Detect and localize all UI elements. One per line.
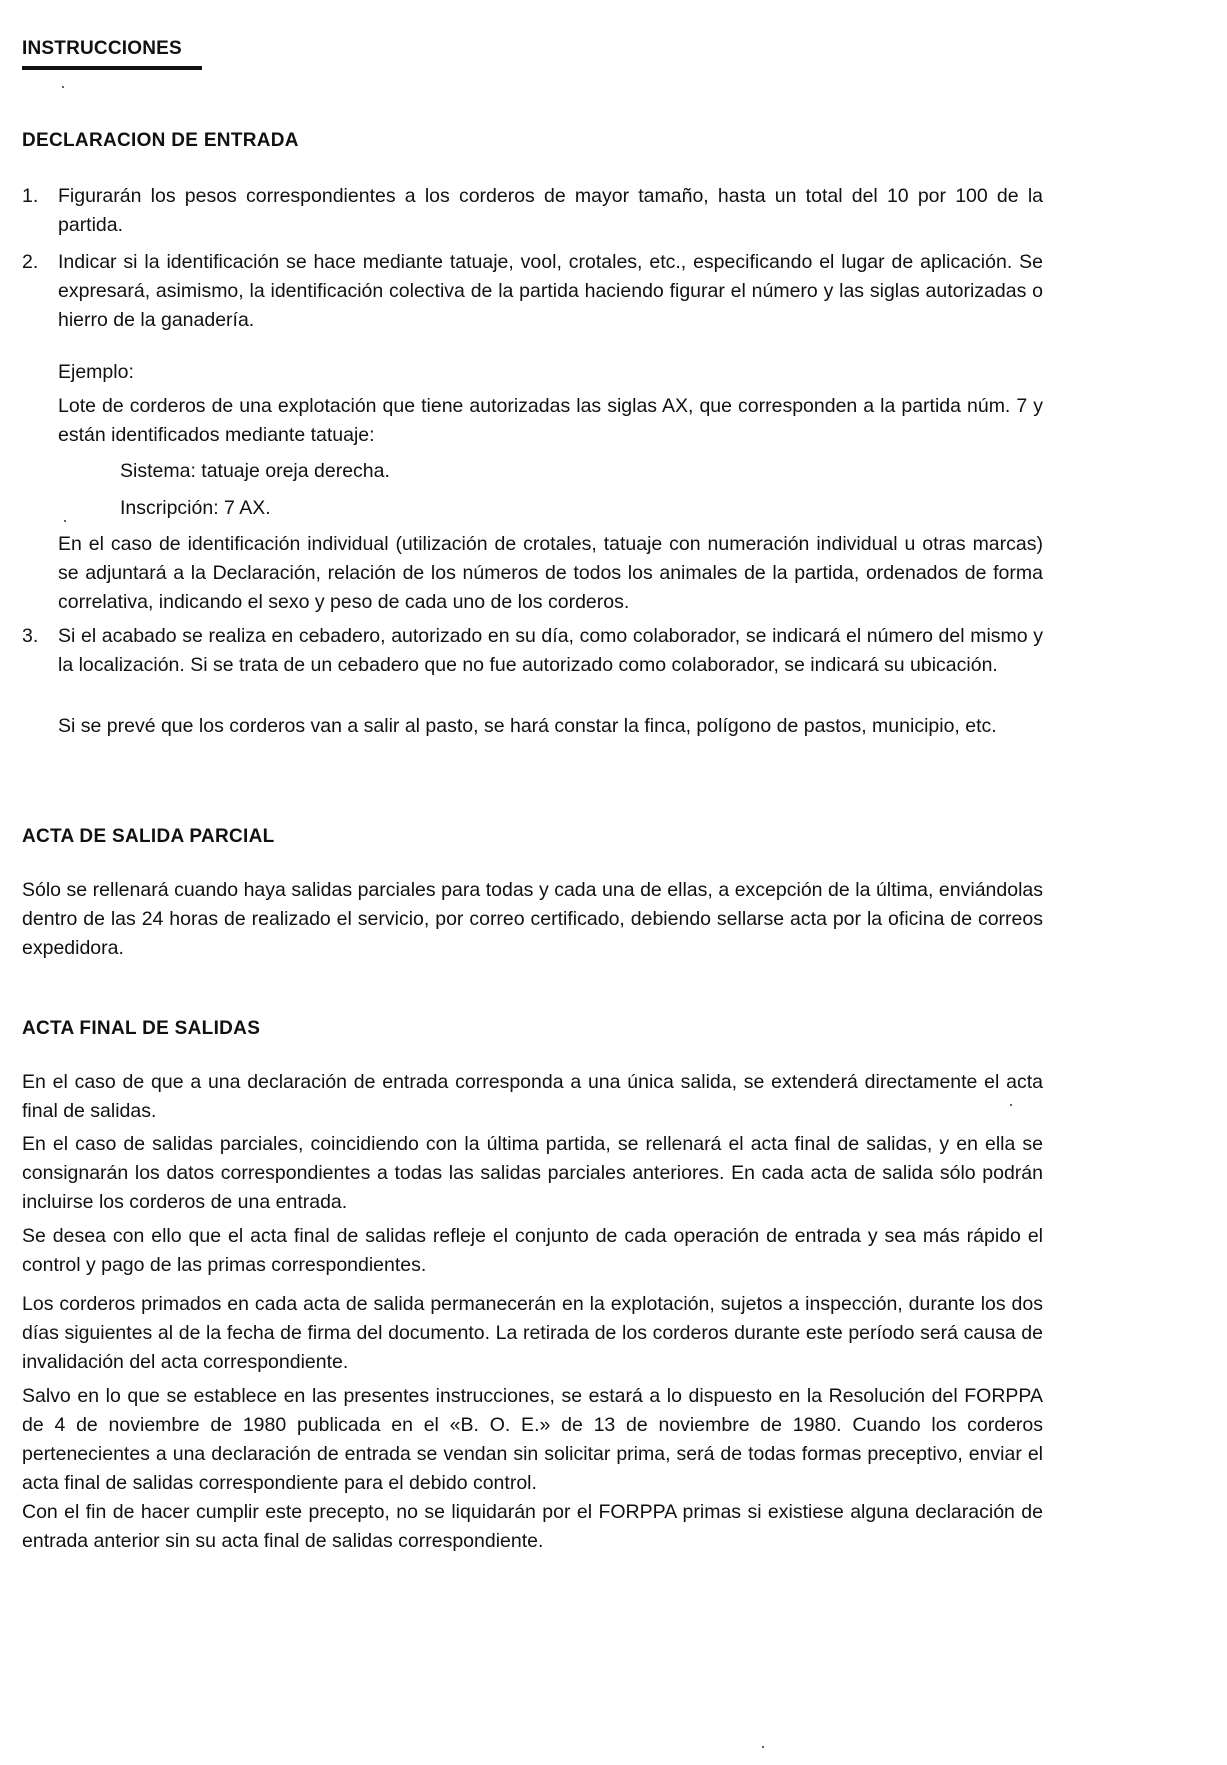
item-2-text: Indicar si la identificación se hace mediante tatuaje, vool, crotales, etc., especificando el lugar de aplicación. Se expresará, asimismo, la identificación colectiva de la partida haciendo figurar el número y las siglas autorizadas o hierro de la ganadería. [58,251,1043,331]
item-2-number: 2. [22,251,39,273]
item-1-number: 1. [22,185,39,207]
title-underline [22,66,202,70]
example-label: Ejemplo: [58,361,134,383]
acta-final-paragraph-2: En el caso de salidas parciales, coincidiendo con la última partida, se rellenará el acta final de salidas, y en ella se consignarán los datos correspondientes a todas las salidas parciales anteriores. En cada acta de salida sólo podrán incluirse los corderos de una entrada. [22,1133,1043,1213]
heading-acta-salida-parcial: ACTA DE SALIDA PARCIAL [22,826,275,847]
example-text: Lote de corderos de una explotación que tiene autorizadas las siglas AX, que corresponden a la partida núm. 7 y están identificados mediante tatuaje: [58,395,1043,446]
scan-speck [1010,1104,1012,1106]
example-sistema: Sistema: tatuaje oreja derecha. [120,460,390,482]
heading-acta-final-salidas: ACTA FINAL DE SALIDAS [22,1018,261,1039]
item-3-number: 3. [22,625,39,647]
acta-parcial-text: Sólo se rellenará cuando haya salidas parciales para todas y cada una de ellas, a excepción de la última, enviándolas dentro de las 24 horas de realizado el servicio, por correo certificado, debiendo sellarse acta por la oficina de correos expedidora. [22,879,1043,959]
acta-final-paragraph-6: Con el fin de hacer cumplir este precepto, no se liquidarán por el FORPPA primas si existiese alguna declaración de entrada anterior sin su acta final de salidas correspondiente. [22,1501,1043,1552]
page-title: INSTRUCCIONES [22,38,182,59]
pasto-text: Si se prevé que los corderos van a salir al pasto, se hará constar la finca, polígono de pastos, municipio, etc. [58,715,997,737]
acta-final-paragraph-1: En el caso de que a una declaración de entrada corresponda a una única salida, se extenderá directamente el acta final de salidas. [22,1071,1043,1122]
scan-speck [64,520,66,522]
item-3-text: Si el acabado se realiza en cebadero, autorizado en su día, como colaborador, se indicará el número del mismo y la localización. Si se trata de un cebadero que no fue autorizado como colaborador, se indicará su ubicación. [58,625,1043,676]
scan-speck [762,1746,764,1748]
item-1-text: Figurarán los pesos correspondientes a los corderos de mayor tamaño, hasta un total del 10 por 100 de la partida. [58,185,1043,236]
scan-speck [62,86,64,88]
heading-declaracion-entrada: DECLARACION DE ENTRADA [22,130,299,151]
example-inscripcion: Inscripción: 7 AX. [120,497,271,519]
acta-final-paragraph-5: Salvo en lo que se establece en las presentes instrucciones, se estará a lo dispuesto en la Resolución del FORPPA de 4 de noviembre de 1980 publicada en el «B. O. E.» de 13 de noviembre de 1980. Cuando los corderos pertenecientes a una declaración de entrada se vendan sin solicitar prima, será de todas formas preceptivo, enviar el acta final de salidas correspondiente para el debido control. [22,1385,1043,1494]
acta-final-paragraph-4: Los corderos primados en cada acta de salida permanecerán en la explotación, sujetos a inspección, durante los dos días siguientes al de la fecha de firma del documento. La retirada de los corderos durante este período será causa de invalidación del acta correspondiente. [22,1293,1043,1373]
individual-identification-text: En el caso de identificación individual (utilización de crotales, tatuaje con numeración individual u otras marcas) se adjuntará a la Declaración, relación de los números de todos los animales de la partida, ordenados de forma correlativa, indicando el sexo y peso de cada uno de los corderos. [58,533,1043,613]
acta-final-paragraph-3: Se desea con ello que el acta final de salidas refleje el conjunto de cada operación de entrada y sea más rápido el control y pago de las primas correspondientes. [22,1225,1043,1276]
